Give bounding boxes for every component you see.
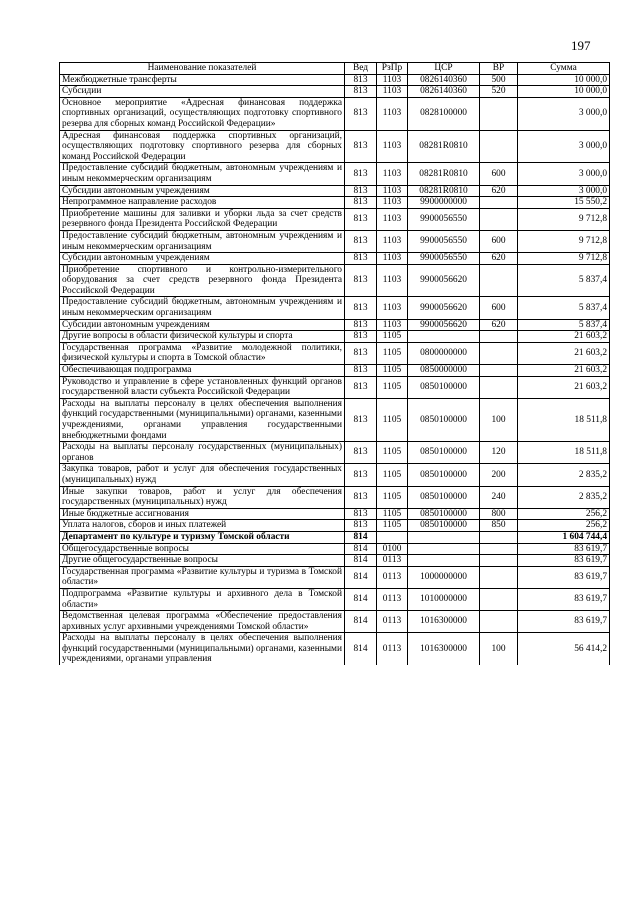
cell-vr — [480, 264, 518, 297]
cell-name: Основное мероприятие «Адресная финансовая поддержка спортивных организаций, осуществляющих подготовку спортивного резерва для сборных команд Российской Федерации» — [60, 97, 345, 130]
header-name: Наименование показателей — [60, 63, 345, 75]
cell-sum: 5 837,4 — [518, 319, 610, 331]
table-row — [60, 633, 610, 665]
cell-rzpr: 1103 — [377, 264, 408, 297]
cell-sum: 3 000,0 — [518, 163, 610, 185]
cell-ved: 813 — [345, 185, 377, 197]
budget-table — [59, 62, 610, 665]
cell-csr: 9900056550 — [408, 230, 480, 252]
cell-sum: 9 712,8 — [518, 253, 610, 265]
cell-name: Государственная программа «Развитие молодежной политики, физической культуры и спорта в Томской области» — [60, 342, 345, 364]
cell-sum: 9 712,8 — [518, 208, 610, 230]
cell-sum: 3 000,0 — [518, 97, 610, 130]
cell-ved: 814 — [345, 633, 377, 665]
table-row — [60, 376, 610, 398]
cell-vr: 600 — [480, 297, 518, 319]
cell-rzpr: 1105 — [377, 342, 408, 364]
cell-vr — [480, 342, 518, 364]
cell-sum: 83 619,7 — [518, 543, 610, 555]
cell-rzpr: 0113 — [377, 611, 408, 633]
cell-name: Общегосударственные вопросы — [60, 543, 345, 555]
cell-ved: 813 — [345, 486, 377, 508]
cell-sum: 18 511,8 — [518, 398, 610, 441]
cell-name: Приобретение спортивного и контрольно-измерительного оборудования за счет средств резервного фонда Президента Российской Федерации — [60, 264, 345, 297]
cell-ved: 814 — [345, 611, 377, 633]
cell-ved: 813 — [345, 464, 377, 486]
cell-csr: 0850000000 — [408, 365, 480, 377]
cell-vr: 600 — [480, 163, 518, 185]
cell-vr — [480, 588, 518, 610]
cell-name: Другие общегосударственные вопросы — [60, 555, 345, 567]
table-row — [60, 508, 610, 520]
cell-ved: 813 — [345, 253, 377, 265]
cell-sum: 10 000,0 — [518, 86, 610, 98]
cell-sum: 21 603,2 — [518, 365, 610, 377]
cell-name: Расходы на выплаты персоналу в целях обеспечения выполнения функций государственными (муниципальными) органами, казенными учреждениями, органами управления — [60, 633, 345, 665]
cell-rzpr: 1103 — [377, 253, 408, 265]
cell-csr — [408, 543, 480, 555]
cell-csr: 0826140360 — [408, 74, 480, 86]
cell-sum: 3 000,0 — [518, 185, 610, 197]
table-row — [60, 185, 610, 197]
page-number: 197 — [571, 38, 591, 53]
cell-rzpr: 1105 — [377, 365, 408, 377]
table-row — [60, 230, 610, 252]
cell-csr: 9900056550 — [408, 208, 480, 230]
cell-csr: 0828100000 — [408, 97, 480, 130]
cell-vr — [480, 543, 518, 555]
cell-name: Предоставление субсидий бюджетным, автономным учреждениям и иным некоммерческим организациям — [60, 163, 345, 185]
cell-ved: 813 — [345, 130, 377, 163]
cell-rzpr: 1105 — [377, 398, 408, 441]
cell-vr: 500 — [480, 74, 518, 86]
cell-ved: 813 — [345, 508, 377, 520]
cell-name: Субсидии автономным учреждениям — [60, 319, 345, 331]
cell-ved: 813 — [345, 442, 377, 464]
cell-vr: 100 — [480, 633, 518, 665]
cell-ved: 813 — [345, 297, 377, 319]
cell-name: Ведомственная целевая программа «Обеспечение предоставления архивных услуг архивными учреждениями Томской области» — [60, 611, 345, 633]
cell-name: Руководство и управление в сфере установленных функций органов государственной власти субъекта Российской Федерации — [60, 376, 345, 398]
cell-csr: 0850100000 — [408, 442, 480, 464]
cell-name: Иные закупки товаров, работ и услуг для обеспечения государственных (муниципальных) нужд — [60, 486, 345, 508]
cell-sum: 56 414,2 — [518, 633, 610, 665]
table-row — [60, 253, 610, 265]
table-row — [60, 464, 610, 486]
cell-vr: 850 — [480, 520, 518, 532]
cell-ved: 813 — [345, 264, 377, 297]
cell-vr — [480, 130, 518, 163]
cell-name: Предоставление субсидий бюджетным, автономным учреждениям и иным некоммерческим организациям — [60, 297, 345, 319]
cell-name: Расходы на выплаты персоналу в целях обеспечения выполнения функций государственными (муниципальными) органами, казенными учреждениями, органами управления государственными внебюджетными фондами — [60, 398, 345, 441]
table-row — [60, 543, 610, 555]
cell-rzpr: 1103 — [377, 185, 408, 197]
cell-csr: 1010000000 — [408, 588, 480, 610]
cell-rzpr: 1103 — [377, 97, 408, 130]
cell-rzpr: 0113 — [377, 588, 408, 610]
cell-csr — [408, 555, 480, 567]
cell-vr: 100 — [480, 398, 518, 441]
cell-csr: 9900056550 — [408, 253, 480, 265]
cell-vr: 520 — [480, 86, 518, 98]
cell-rzpr: 0100 — [377, 543, 408, 555]
cell-name: Приобретение машины для заливки и уборки льда за счет средств резервного фонда Президента Российской Федерации — [60, 208, 345, 230]
cell-sum: 2 835,2 — [518, 486, 610, 508]
table-row — [60, 566, 610, 588]
cell-name: Закупка товаров, работ и услуг для обеспечения государственных (муниципальных) нужд — [60, 464, 345, 486]
cell-sum: 21 603,2 — [518, 331, 610, 343]
cell-name: Департамент по культуре и туризму Томской области — [60, 531, 345, 543]
cell-sum: 83 619,7 — [518, 611, 610, 633]
cell-ved: 813 — [345, 86, 377, 98]
cell-sum: 256,2 — [518, 520, 610, 532]
cell-csr: 9900000000 — [408, 197, 480, 209]
table-header-row — [60, 63, 610, 75]
table-row — [60, 163, 610, 185]
cell-rzpr: 1105 — [377, 508, 408, 520]
cell-csr: 0850100000 — [408, 508, 480, 520]
cell-ved: 813 — [345, 398, 377, 441]
cell-name: Государственная программа «Развитие культуры и туризма в Томской области» — [60, 566, 345, 588]
cell-sum: 9 712,8 — [518, 230, 610, 252]
cell-rzpr: 1105 — [377, 376, 408, 398]
cell-sum: 15 550,2 — [518, 197, 610, 209]
cell-rzpr: 1103 — [377, 197, 408, 209]
cell-rzpr: 1103 — [377, 208, 408, 230]
table-row — [60, 555, 610, 567]
header-vr: ВР — [480, 63, 518, 75]
cell-sum: 1 604 744,4 — [518, 531, 610, 543]
table-row — [60, 331, 610, 343]
cell-sum: 10 000,0 — [518, 74, 610, 86]
cell-vr: 600 — [480, 230, 518, 252]
cell-vr: 120 — [480, 442, 518, 464]
cell-ved: 813 — [345, 365, 377, 377]
cell-vr — [480, 555, 518, 567]
cell-rzpr: 1103 — [377, 297, 408, 319]
cell-sum: 83 619,7 — [518, 566, 610, 588]
header-rzpr: РзПр — [377, 63, 408, 75]
cell-csr: 0850100000 — [408, 520, 480, 532]
cell-csr: 0826140360 — [408, 86, 480, 98]
table-row — [60, 197, 610, 209]
table-row — [60, 611, 610, 633]
cell-csr: 9900056620 — [408, 319, 480, 331]
cell-csr: 1016300000 — [408, 611, 480, 633]
table-row — [60, 74, 610, 86]
cell-ved: 814 — [345, 531, 377, 543]
table-row — [60, 264, 610, 297]
cell-name: Адресная финансовая поддержка спортивных организаций, осуществляющих подготовку спортивного резерва для сборных команд Российской Федерации — [60, 130, 345, 163]
cell-sum: 5 837,4 — [518, 297, 610, 319]
cell-vr: 200 — [480, 464, 518, 486]
table-row — [60, 319, 610, 331]
cell-csr: 0850100000 — [408, 486, 480, 508]
cell-sum: 21 603,2 — [518, 342, 610, 364]
cell-csr: 08281R0810 — [408, 130, 480, 163]
cell-vr: 800 — [480, 508, 518, 520]
cell-ved: 813 — [345, 97, 377, 130]
cell-vr — [480, 331, 518, 343]
cell-name: Субсидии автономным учреждениям — [60, 253, 345, 265]
cell-name: Расходы на выплаты персоналу государственных (муниципальных) органов — [60, 442, 345, 464]
table-row — [60, 486, 610, 508]
table-row — [60, 130, 610, 163]
table-row — [60, 342, 610, 364]
cell-csr: 1016300000 — [408, 633, 480, 665]
cell-sum: 256,2 — [518, 508, 610, 520]
header-sum: Сумма — [518, 63, 610, 75]
cell-csr: 0850100000 — [408, 376, 480, 398]
cell-rzpr: 1105 — [377, 442, 408, 464]
table-row — [60, 520, 610, 532]
cell-rzpr: 1105 — [377, 464, 408, 486]
cell-ved: 813 — [345, 319, 377, 331]
cell-rzpr: 1105 — [377, 520, 408, 532]
cell-sum: 21 603,2 — [518, 376, 610, 398]
cell-csr: 9900056620 — [408, 297, 480, 319]
table-row — [60, 297, 610, 319]
cell-ved: 813 — [345, 230, 377, 252]
cell-rzpr: 1103 — [377, 319, 408, 331]
cell-ved: 813 — [345, 342, 377, 364]
cell-vr — [480, 365, 518, 377]
table-row — [60, 398, 610, 441]
cell-sum: 18 511,8 — [518, 442, 610, 464]
header-csr: ЦСР — [408, 63, 480, 75]
cell-ved: 814 — [345, 555, 377, 567]
cell-name: Другие вопросы в области физической культуры и спорта — [60, 331, 345, 343]
cell-vr — [480, 197, 518, 209]
cell-ved: 813 — [345, 197, 377, 209]
header-ved: Вед — [345, 63, 377, 75]
cell-ved: 813 — [345, 74, 377, 86]
cell-csr: 1000000000 — [408, 566, 480, 588]
cell-csr — [408, 531, 480, 543]
table-row — [60, 442, 610, 464]
cell-name: Субсидии автономным учреждениям — [60, 185, 345, 197]
cell-csr: 08281R0810 — [408, 185, 480, 197]
cell-sum: 5 837,4 — [518, 264, 610, 297]
cell-rzpr: 0113 — [377, 566, 408, 588]
cell-vr — [480, 566, 518, 588]
cell-vr: 620 — [480, 319, 518, 331]
cell-rzpr: 0113 — [377, 633, 408, 665]
cell-name: Предоставление субсидий бюджетным, автономным учреждениям и иным некоммерческим организациям — [60, 230, 345, 252]
cell-csr — [408, 331, 480, 343]
cell-rzpr: 1103 — [377, 86, 408, 98]
cell-sum: 3 000,0 — [518, 130, 610, 163]
cell-name: Непрограммное направление расходов — [60, 197, 345, 209]
cell-rzpr — [377, 531, 408, 543]
cell-sum: 83 619,7 — [518, 588, 610, 610]
table-row — [60, 86, 610, 98]
cell-ved: 814 — [345, 566, 377, 588]
cell-vr — [480, 208, 518, 230]
cell-rzpr: 1103 — [377, 74, 408, 86]
table-row — [60, 97, 610, 130]
cell-csr: 0850100000 — [408, 464, 480, 486]
cell-vr: 620 — [480, 253, 518, 265]
cell-ved: 813 — [345, 376, 377, 398]
cell-ved: 814 — [345, 588, 377, 610]
cell-name: Обеспечивающая подпрограмма — [60, 365, 345, 377]
cell-csr: 08281R0810 — [408, 163, 480, 185]
cell-rzpr: 1103 — [377, 163, 408, 185]
cell-ved: 813 — [345, 520, 377, 532]
cell-name: Субсидии — [60, 86, 345, 98]
cell-name: Подпрограмма «Развитие культуры и архивного дела в Томской области» — [60, 588, 345, 610]
cell-vr — [480, 611, 518, 633]
cell-csr: 0800000000 — [408, 342, 480, 364]
cell-rzpr: 1105 — [377, 331, 408, 343]
cell-csr: 0850100000 — [408, 398, 480, 441]
cell-rzpr: 1103 — [377, 230, 408, 252]
cell-ved: 814 — [345, 543, 377, 555]
cell-sum: 83 619,7 — [518, 555, 610, 567]
cell-name: Межбюджетные трансферты — [60, 74, 345, 86]
cell-ved: 813 — [345, 208, 377, 230]
cell-vr — [480, 531, 518, 543]
cell-vr: 240 — [480, 486, 518, 508]
cell-ved: 813 — [345, 163, 377, 185]
cell-vr — [480, 97, 518, 130]
cell-sum: 2 835,2 — [518, 464, 610, 486]
table-row — [60, 365, 610, 377]
cell-rzpr: 0113 — [377, 555, 408, 567]
cell-rzpr: 1105 — [377, 486, 408, 508]
cell-ved: 813 — [345, 331, 377, 343]
cell-vr: 620 — [480, 185, 518, 197]
cell-vr — [480, 376, 518, 398]
cell-name: Уплата налогов, сборов и иных платежей — [60, 520, 345, 532]
table-body — [60, 74, 610, 665]
table-row — [60, 531, 610, 543]
cell-name: Иные бюджетные ассигнования — [60, 508, 345, 520]
table-row — [60, 208, 610, 230]
cell-csr: 9900056620 — [408, 264, 480, 297]
cell-rzpr: 1103 — [377, 130, 408, 163]
table-row — [60, 588, 610, 610]
